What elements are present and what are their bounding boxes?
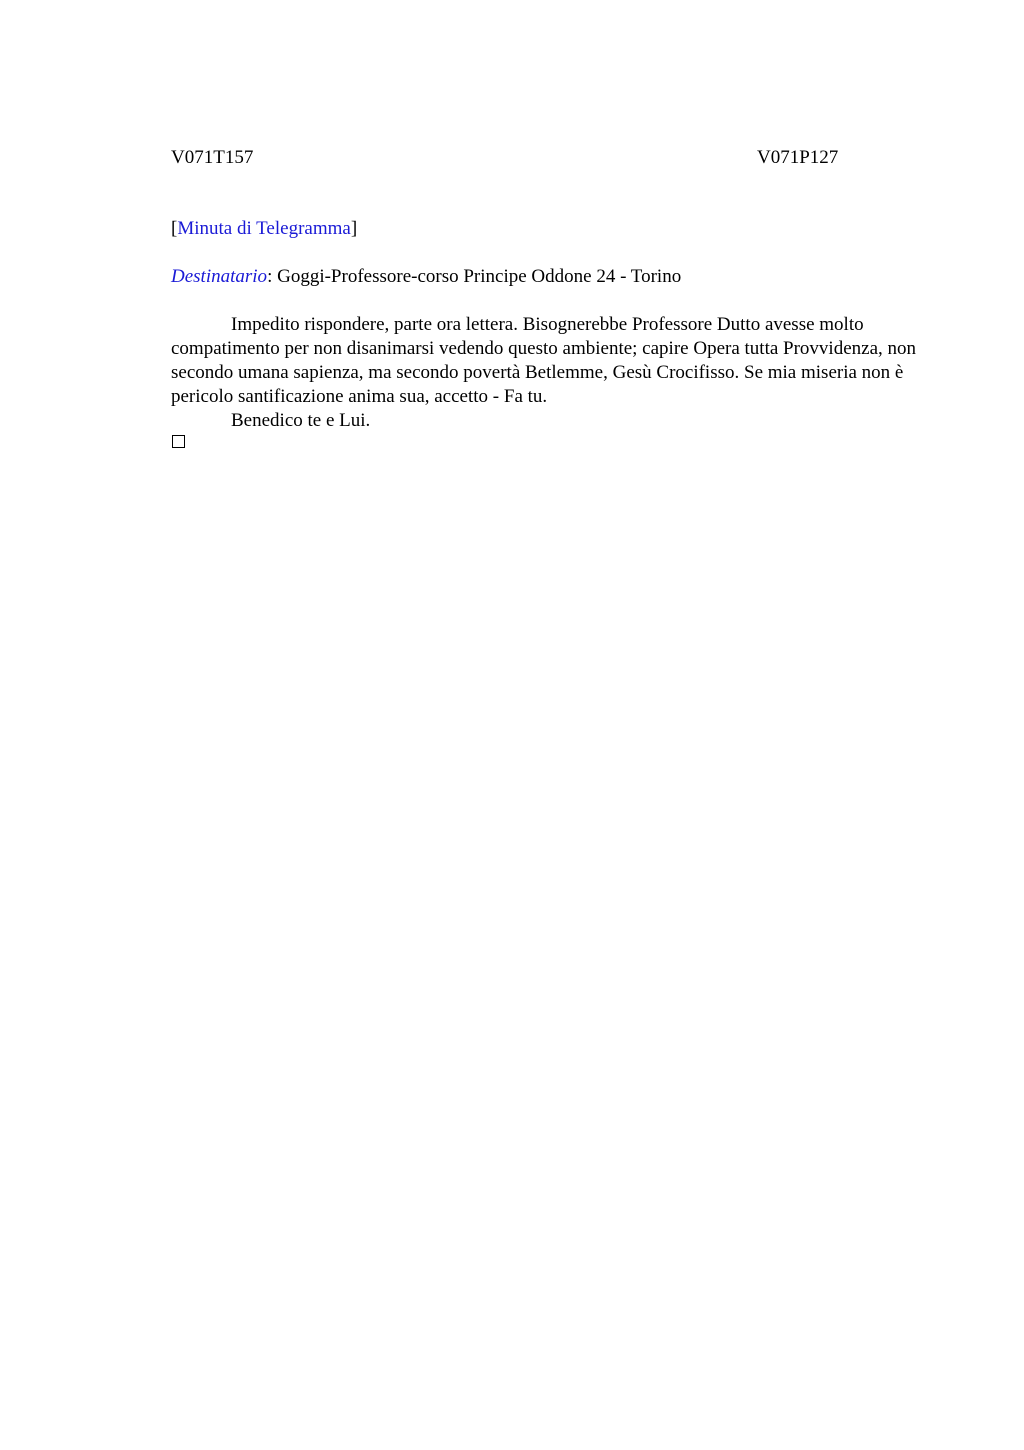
document-type-label: Minuta di Telegramma	[177, 218, 351, 239]
bracket-open: [	[171, 218, 178, 239]
recipient-line	[171, 265, 681, 289]
telegram-body	[171, 313, 931, 433]
bracket-close: ]	[350, 218, 358, 239]
document-code-left: V071T157	[171, 147, 254, 168]
recipient-separator: :	[267, 266, 273, 287]
recipient-value: Goggi-Professore-corso Principe Oddone 24 - Torino	[272, 266, 682, 287]
document-type-heading	[171, 217, 357, 241]
body-paragraph: Impedito rispondere, parte ora lettera. Bisognerebbe Professore Dutto avesse molto compatimento per non disanimarsi vedendo questo ambiente; capire Opera tutta Provvidenza, non secondo umana sapienza, ma secondo povertà Betlemme, Gesù Crocifisso. Se mia miseria non è pericolo santificazione anima sua, accetto - Fa tu.	[171, 314, 916, 407]
page-code-right: V071P127	[757, 147, 839, 168]
recipient-label: Destinatario	[171, 266, 268, 287]
body-paragraph-closing: Benedico te e Lui.	[231, 410, 371, 431]
square-box-icon	[172, 435, 185, 448]
